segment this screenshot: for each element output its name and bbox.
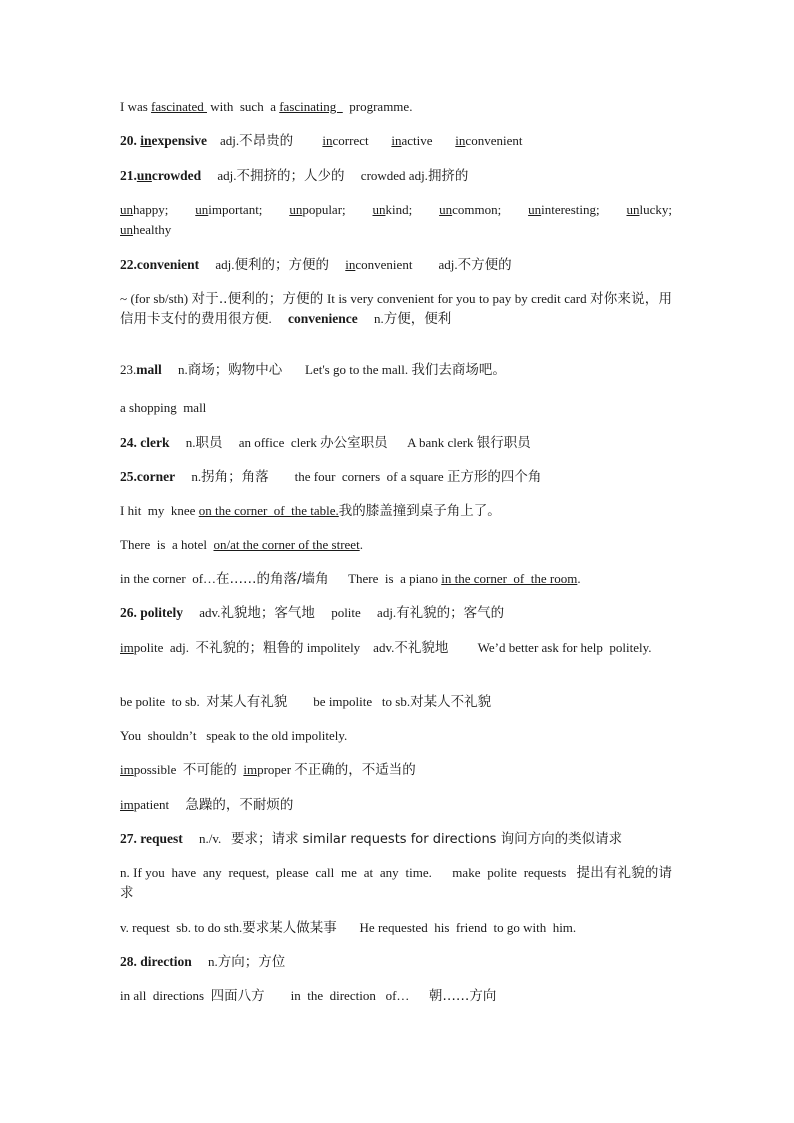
impatient-word: impatient 急躁的，不耐烦的 <box>120 797 294 813</box>
im-prefix-words: impossible 不可能的 improper 不正确的，不适当的 <box>120 762 416 778</box>
sentence-fascinated: I was fascinated with such a fascinating programme. <box>120 99 413 114</box>
entry-inexpensive: 20. inexpensive adj.不昂贵的 incorrect inactive inconvenient <box>120 133 523 149</box>
polite-to-sb: be polite to sb. 对某人有礼貌 be impolite to sb.对某人不礼貌 <box>120 694 492 710</box>
list-item: unpopular; <box>289 202 346 217</box>
request-noun-example: n. If you have any request, please call me at any time. make polite requests 提出有礼貌的请求 <box>120 865 673 901</box>
entry-corner: 25.corner n.拐角；角落 the four corners of a square 正方形的四个角 <box>120 469 542 485</box>
direction-phrases: in all directions 四面八方 in the direction of… 朝……方向 <box>120 988 497 1004</box>
list-item: unkind; <box>372 202 413 217</box>
convenient-usage: ~ (for sb/sth) 对于..便利的；方便的 It is very convenient for you to pay by credit card 对你来说，用信用卡支付的费用很方便. convenience n.方便，便利 <box>120 291 672 327</box>
impolite-usage: impolite adj. 不礼貌的；粗鲁的 impolitely adv.不礼貌地 We’d better ask for help politely. <box>120 640 652 656</box>
list-item: unimportant; <box>195 202 263 217</box>
entry-clerk: 24. clerk n.职员 an office clerk 办公室职员 A bank clerk 银行职员 <box>120 435 531 451</box>
request-verb-example: v. request sb. to do sth.要求某人做某事 He requested his friend to go with him. <box>120 920 577 936</box>
entry-request: 27. request n./v. 要求；请求 similar requests for directions 询问方向的类似请求 <box>120 831 623 847</box>
corner-example-room: in the corner of…在……的角落/墙角 There is a piano in the corner of the room. <box>120 571 581 587</box>
mall-phrase: a shopping mall <box>120 400 207 415</box>
impolite-example: You shouldn’t speak to the old impolitely. <box>120 728 348 743</box>
entry-direction: 28. direction n.方向；方位 <box>120 954 286 970</box>
entry-mall: 23.mall n.商场；购物中心 Let's go to the mall. 我们去商场吧。 <box>120 362 506 378</box>
corner-example-table: I hit my knee on the corner of the table.我的膝盖撞到桌子角上了。 <box>120 503 501 519</box>
un-prefix-list <box>120 200 672 220</box>
list-item: uninteresting; <box>528 202 600 217</box>
un-prefix-list-last: unhealthy <box>120 222 172 237</box>
list-item: unlucky; <box>626 202 672 217</box>
entry-convenient: 22.convenient adj.便利的；方便的 inconvenient adj.不方便的 <box>120 257 512 273</box>
corner-example-street: There is a hotel on/at the corner of the street. <box>120 537 363 552</box>
list-item: uncommon; <box>439 202 502 217</box>
entry-politely: 26. politely adv.礼貌地；客气地 polite adj.有礼貌的；客气的 <box>120 605 505 621</box>
list-item: unhappy; <box>120 202 169 217</box>
entry-uncrowded: 21.uncrowded adj.不拥挤的；人少的 crowded adj.拥挤的 <box>120 168 469 184</box>
